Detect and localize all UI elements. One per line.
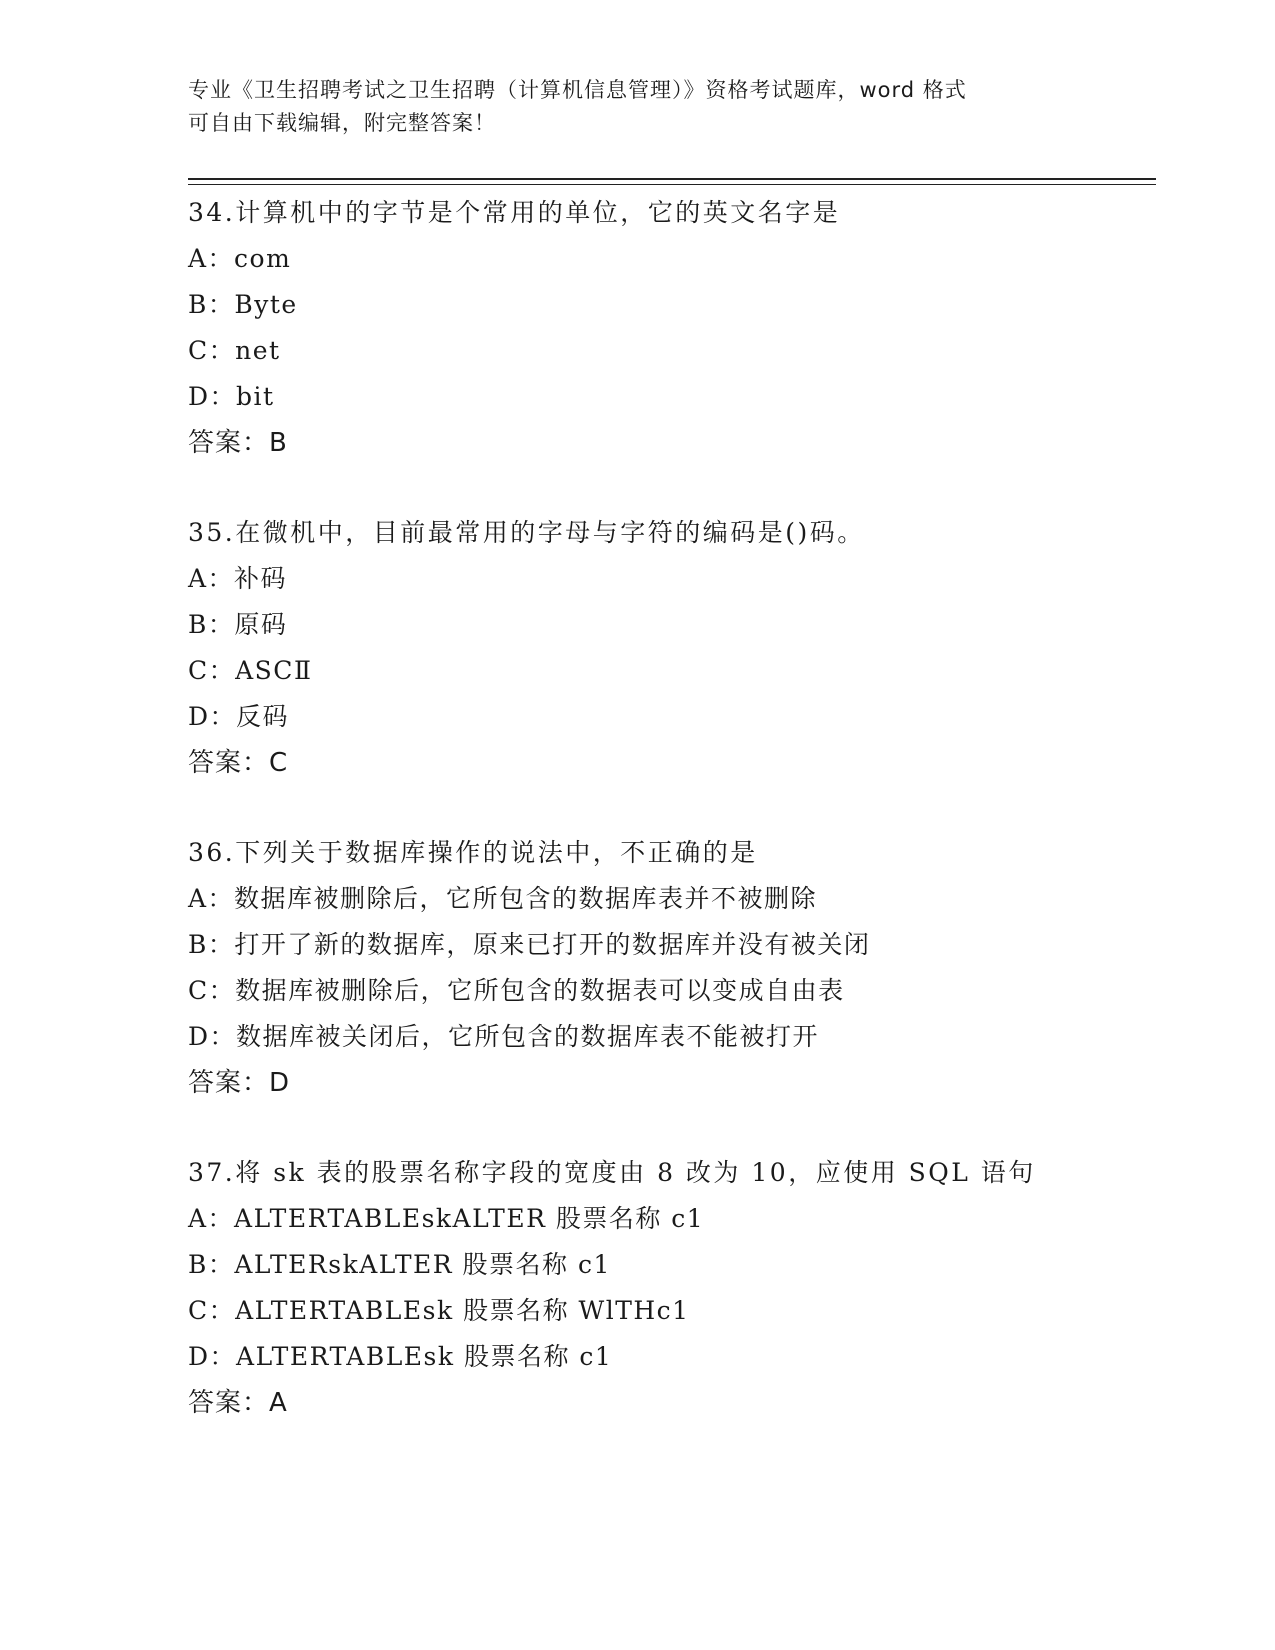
option-b: B：原码 — [188, 610, 288, 639]
question-stem: 35.在微机中，目前最常用的字母与字符的编码是()码。 — [188, 518, 865, 547]
document-header — [188, 74, 1088, 140]
question-36 — [188, 830, 1168, 1106]
header-line-2: 可自由下载编辑，附完整答案！ — [188, 111, 496, 135]
question-35 — [188, 510, 1168, 786]
option-c: C：数据库被删除后，它所包含的数据表可以变成自由表 — [188, 976, 845, 1005]
option-b: B：ALTERskALTER 股票名称 c1 — [188, 1250, 611, 1279]
option-d: D：ALTERTABLEsk 股票名称 c1 — [188, 1342, 613, 1371]
question-stem: 37.将 sk 表的股票名称字段的宽度由 8 改为 10，应使用 SQL 语句 — [188, 1158, 1036, 1187]
option-a: A：数据库被删除后，它所包含的数据库表并不被删除 — [188, 884, 818, 913]
question-37 — [188, 1150, 1168, 1426]
option-d: D：反码 — [188, 702, 290, 731]
option-a: A：com — [188, 244, 292, 273]
question-stem: 36.下列关于数据库操作的说法中，不正确的是 — [188, 838, 758, 867]
option-b: B：打开了新的数据库，原来已打开的数据库并没有被关闭 — [188, 930, 871, 959]
question-list — [188, 190, 1168, 1470]
header-divider-thick — [188, 178, 1156, 180]
answer-line: 答案：D — [188, 1068, 291, 1098]
option-c: C：ASCⅡ — [188, 656, 313, 685]
option-b: B：Byte — [188, 290, 298, 319]
answer-line: 答案：C — [188, 748, 289, 778]
question-34 — [188, 190, 1168, 466]
header-line-1: 专业《卫生招聘考试之卫生招聘（计算机信息管理）》资格考试题库，word 格式 — [188, 78, 967, 102]
header-divider-thin — [188, 184, 1156, 185]
option-a: A：ALTERTABLEskALTER 股票名称 c1 — [188, 1204, 705, 1233]
answer-line: 答案：B — [188, 428, 288, 458]
option-c: C：ALTERTABLEsk 股票名称 WlTHc1 — [188, 1296, 690, 1325]
option-c: C：net — [188, 336, 281, 365]
option-d: D：数据库被关闭后，它所包含的数据库表不能被打开 — [188, 1022, 820, 1051]
option-a: A：补码 — [188, 564, 288, 593]
option-d: D：bit — [188, 382, 275, 411]
question-stem: 34.计算机中的字节是个常用的单位，它的英文名字是 — [188, 198, 841, 227]
answer-line: 答案：A — [188, 1388, 288, 1418]
